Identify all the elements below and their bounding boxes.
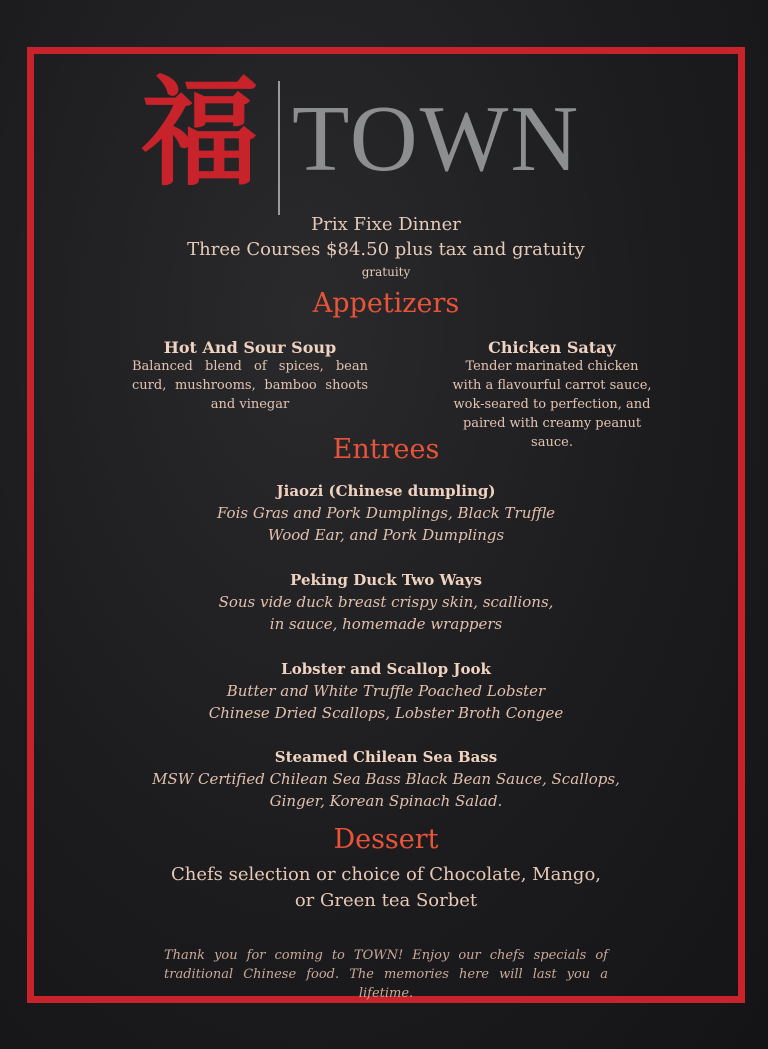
entree-description-line: in sauce, homemade wrappers [269,615,503,633]
entree-description-line: Butter and White Truffle Poached Lobster [226,682,546,700]
prix-fixe-title: Prix Fixe Dinner [311,214,461,235]
menu-frame [27,47,745,1003]
logo-wordmark: TOWN [292,87,581,191]
entree-description-line: Wood Ear, and Pork Dumplings [267,526,505,544]
entree-name: Lobster and Scallop Jook [281,660,491,678]
dessert-heading: Dessert [333,824,439,855]
logo-divider [278,81,280,215]
entree-name: Jiaozi (Chinese dumpling) [276,482,496,500]
entree-item [134,569,638,635]
entree-name: Steamed Chilean Sea Bass [274,748,498,766]
appetizer-name: Chicken Satay [488,338,616,357]
entree-description-line: Chinese Dried Scallops, Lobster Broth Congee [208,704,564,722]
entree-description-line: Ginger, Korean Spinach Salad. [269,792,503,810]
prix-fixe-price: Three Courses $84.50 plus tax and gratuity [187,239,585,260]
appetizer-description: Balanced blend of spices, bean curd, mushrooms, bamboo shoots and vinegar [132,359,368,412]
entree-item [134,746,638,812]
menu-content [34,54,738,1001]
appetizers-heading: Appetizers [312,288,460,319]
entree-description-line: MSW Certified Chilean Sea Bass Black Bean Sauce, Scallops, [152,770,620,788]
entree-description-line: Fois Gras and Pork Dumplings, Black Truffle [216,504,556,522]
prix-fixe-gratuity: gratuity [361,265,411,279]
entrees-heading: Entrees [332,434,440,465]
entree-description-line: Sous vide duck breast crispy skin, scallions, [218,593,554,611]
dessert-line: Chefs selection or choice of Chocolate, Mango, [170,864,602,885]
entree-item [134,480,638,546]
appetizer-name: Hot And Sour Soup [163,338,337,357]
fu-character-logo: 福 [141,64,260,202]
appetizer-item [132,338,368,414]
entree-name: Peking Duck Two Ways [290,571,482,589]
dessert-line: or Green tea Sorbet [294,890,478,911]
entree-item [134,658,638,724]
thank-you-note: Thank you for coming to TOWN! Enjoy our chefs specials of traditional Chinese food. The memories here will last you a lifetime. [164,948,608,1001]
dessert-description [34,862,738,914]
appetizer-description: Tender marinated chicken with a flavourful carrot sauce, wok-seared to perfection, and paired with creamy peanut sauce. [452,359,652,450]
